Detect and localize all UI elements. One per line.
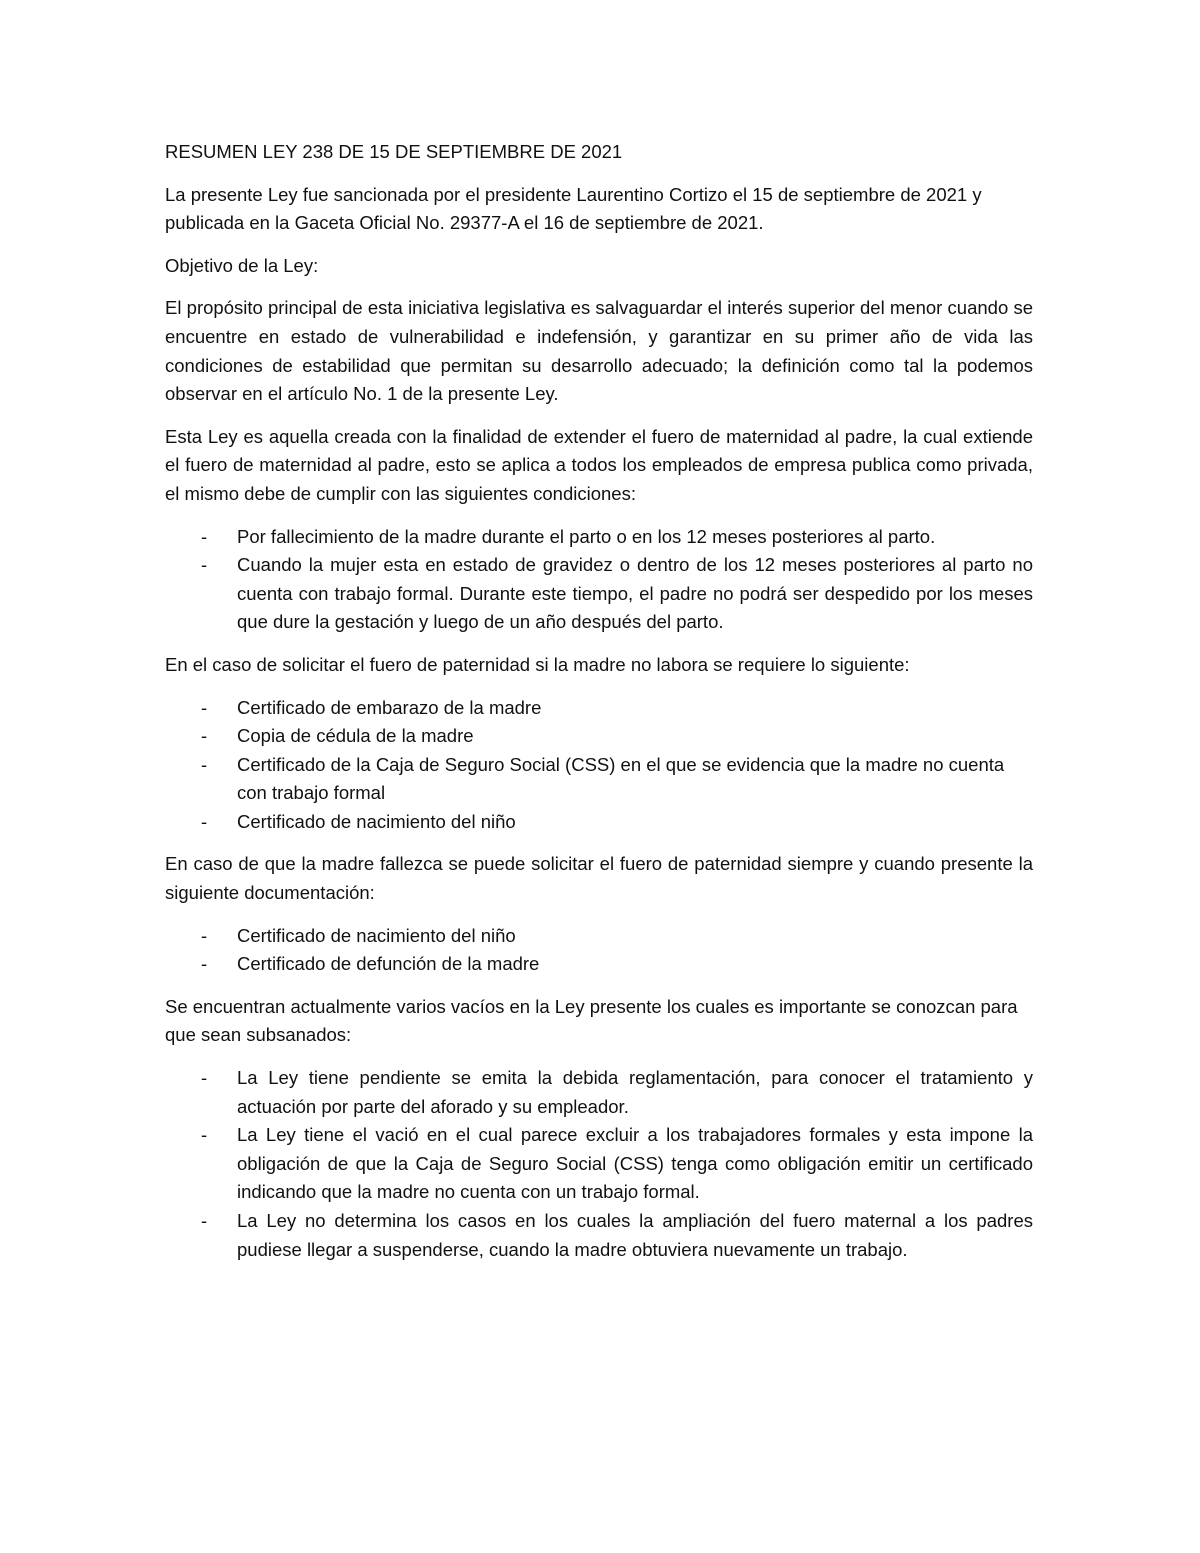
gaps-intro: Se encuentran actualmente varios vacíos en la Ley presente los cuales es importante se conozcan para que sean subsanados:	[165, 995, 1018, 1046]
gaps-list	[165, 1064, 1033, 1264]
list-item	[165, 751, 1033, 808]
not-working-requirements-list	[165, 694, 1033, 837]
list-item-text: La Ley tiene el vació en el cual parece excluir a los trabajadores formales y esta impone la obligación de que la Caja de Seguro Social (CSS) tenga como obligación emitir un certificado indicando que la madre no cuenta con un trabajo formal.	[237, 1124, 1033, 1203]
list-item-text: Certificado de embarazo de la madre	[237, 696, 542, 718]
list-item-text: La Ley no determina los casos en los cuales la ampliación del fuero maternal a los padres pudiese llegar a suspenderse, cuando la madre obtuviera nuevamente un trabajo.	[237, 1210, 1033, 1260]
deceased-requirements-list	[165, 922, 1033, 979]
list-item-text: Por fallecimiento de la madre durante el parto o en los 12 meses posteriores al parto.	[237, 525, 936, 547]
list-item-text: Certificado de la Caja de Seguro Social (CSS) en el que se evidencia que la madre no cuenta con trabajo formal	[237, 753, 1005, 804]
bullet-dash: -	[201, 1067, 208, 1089]
list-item-text: Copia de cédula de la madre	[237, 725, 474, 747]
not-working-intro: En el caso de solicitar el fuero de paternidad si la madre no labora se requiere lo siguiente:	[165, 653, 910, 675]
bullet-dash: -	[201, 696, 208, 718]
intro-paragraph: La presente Ley fue sancionada por el presidente Laurentino Cortizo el 15 de septiembre de 2021 y publicada en la Gaceta Oficial No. 29377-A el 16 de septiembre de 2021.	[165, 183, 982, 234]
purpose-paragraph: Esta Ley es aquella creada con la finalidad de extender el fuero de maternidad al padre, la cual extiende el fuero de maternidad al padre, esto se aplica a todos los empleados de empresa publica como privada, el mismo debe de cumplir con las siguientes condiciones:	[165, 425, 1033, 504]
bullet-dash: -	[201, 924, 208, 946]
bullet-dash: -	[201, 525, 208, 547]
list-item	[165, 523, 1033, 552]
list-item	[165, 922, 1033, 951]
document-title: RESUMEN LEY 238 DE 15 DE SEPTIEMBRE DE 2021	[165, 141, 623, 162]
list-item-text: Certificado de nacimiento del niño	[237, 810, 516, 832]
list-item	[165, 694, 1033, 723]
bullet-dash: -	[201, 753, 208, 775]
bullet-dash: -	[201, 725, 208, 747]
bullet-dash: -	[201, 1210, 208, 1231]
list-item-text: Certificado de nacimiento del niño	[237, 924, 516, 946]
list-item-text: Cuando la mujer esta en estado de gravidez o dentro de los 12 meses posteriores al parto no cuenta con trabajo formal. Durante este tiempo, el padre no podrá ser despedido por los meses que dure la gestación y luego de un año después del parto.	[237, 554, 1033, 633]
list-item	[165, 1207, 1033, 1264]
bullet-dash: -	[201, 810, 208, 832]
bullet-dash: -	[201, 554, 208, 576]
list-item	[165, 1121, 1033, 1207]
conditions-list	[165, 523, 1033, 637]
objective-heading: Objetivo de la Ley:	[165, 254, 319, 276]
deceased-intro: En caso de que la madre fallezca se puede solicitar el fuero de paternidad siempre y cuando presente la siguiente documentación:	[165, 853, 1033, 904]
list-item	[165, 551, 1033, 637]
list-item	[165, 808, 1033, 837]
objective-paragraph: El propósito principal de esta iniciativa legislativa es salvaguardar el interés superior del menor cuando se encuentre en estado de vulnerabilidad e indefensión, y garantizar en su primer año de vida las condiciones de estabilidad que permitan su desarrollo adecuado; la definición como tal la podemos observar en el artículo No. 1 de la presente Ley.	[165, 297, 1033, 405]
list-item-text: Certificado de defunción de la madre	[237, 953, 540, 975]
list-item	[165, 722, 1033, 751]
bullet-dash: -	[201, 953, 208, 975]
list-item	[165, 950, 1033, 979]
document-page	[165, 138, 1033, 1278]
list-item-text: La Ley tiene pendiente se emita la debida reglamentación, para conocer el tratamiento y actuación por parte del aforado y su empleador.	[237, 1067, 1033, 1117]
list-item	[165, 1064, 1033, 1121]
bullet-dash: -	[201, 1124, 208, 1146]
